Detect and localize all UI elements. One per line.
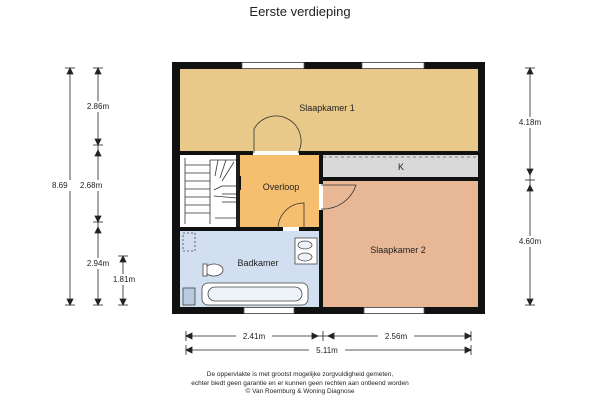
shower-tray: [183, 288, 195, 305]
label-badkamer: Badkamer: [237, 258, 279, 268]
sink-1: [298, 241, 312, 249]
dim-right-top: 4.18m: [518, 118, 542, 127]
dim-left-top: 2.86m: [86, 102, 110, 111]
disclaimer-line-1: De oppervlakte is met grootst mogelijke zorgvuldigheid gemeten,: [206, 371, 394, 378]
window-bottom-left: [244, 308, 294, 314]
dim-right-bottom: 4.60m: [518, 237, 542, 246]
label-slaapkamer-2: Slaapkamer 2: [370, 245, 426, 255]
dim-left-middle: 2.68m: [80, 181, 103, 190]
dim-bottom-right: 2.56m: [384, 332, 408, 341]
disclaimer-line-2: echter biedt geen garantie en er kunnen geen rechten aan ontleend worden: [191, 379, 409, 387]
dim-left-small: 1.81m: [112, 275, 136, 284]
dim-left-total: 8.69: [52, 181, 68, 190]
sink-2: [298, 253, 312, 261]
disclaimer: [0, 371, 600, 397]
dim-bottom-total: 5.11m: [316, 346, 338, 355]
window-top-left: [242, 63, 304, 69]
label-kast: K: [397, 162, 405, 172]
dim-left-bottom: 2.94m: [86, 259, 110, 268]
bathtub-inner: [208, 287, 302, 301]
label-overloop: Overloop: [262, 182, 300, 192]
floor-title: Eerste verdieping: [249, 4, 351, 19]
toilet: [205, 264, 223, 276]
label-slaapkamer-1: Slaapkamer 1: [299, 103, 355, 113]
window-top-right: [362, 63, 424, 69]
window-bottom-right: [364, 308, 424, 314]
disclaimer-line-3: © Van Roemburg & Woning Diagnose: [245, 388, 355, 395]
toilet-tank: [203, 264, 207, 276]
dim-bottom-left: 2.41m: [242, 332, 266, 341]
